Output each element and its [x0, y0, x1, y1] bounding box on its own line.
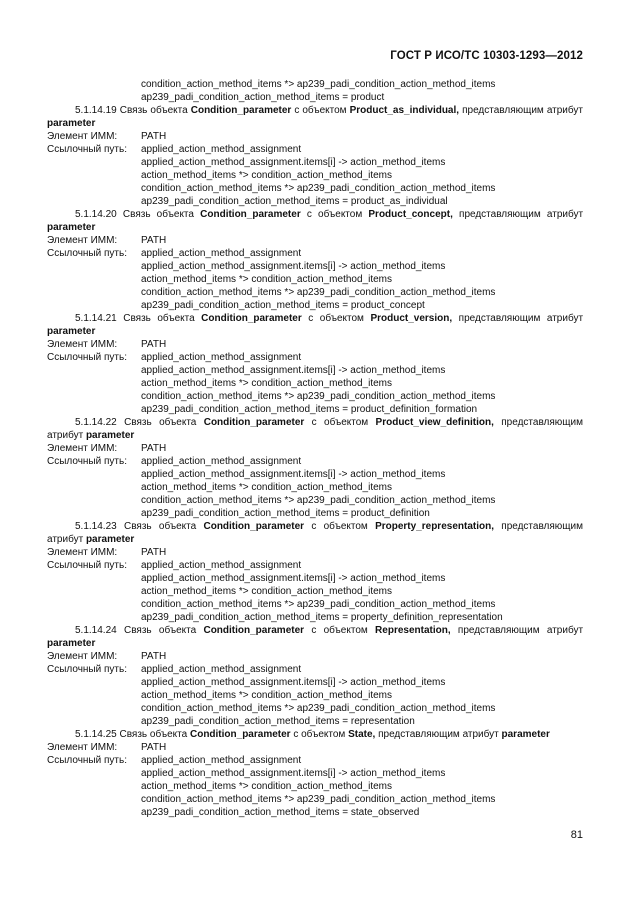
element-value: PATH — [141, 339, 167, 350]
section-heading: 5.1.14.23 Связь объекта Condition_parameter с объектом Property_representation, представляющим атрибут parameter — [47, 521, 583, 545]
reference-path-row — [47, 663, 583, 676]
path-line: ap239_padi_condition_action_method_items = product_definition — [141, 508, 430, 519]
section-number: 5.1.14.22 — [75, 417, 117, 428]
path-line: condition_action_method_items *> ap239_padi_condition_action_method_items — [141, 79, 496, 90]
path-line: condition_action_method_items *> ap239_padi_condition_action_method_items — [141, 183, 496, 194]
path-line: condition_action_method_items *> ap239_padi_condition_action_method_items — [141, 703, 496, 714]
target-entity-name: Property_representation, — [375, 521, 494, 532]
path-line: ap239_padi_condition_action_method_items = property_definition_representation — [141, 612, 503, 623]
entity-name: Condition_parameter — [201, 313, 302, 324]
path-line: condition_action_method_items *> ap239_padi_condition_action_method_items — [141, 391, 496, 402]
attribute-name: parameter — [47, 638, 96, 649]
element-label: Элемент ИММ: — [47, 235, 118, 246]
path-line: ap239_padi_condition_action_method_items = product_concept — [141, 300, 425, 311]
path-line: condition_action_method_items *> ap239_padi_condition_action_method_items — [141, 287, 496, 298]
section-number: 5.1.14.20 — [75, 209, 117, 220]
reference-path-row — [47, 455, 583, 468]
target-entity-name: Product_view_definition, — [375, 417, 494, 428]
element-value: PATH — [141, 443, 167, 454]
document-body — [47, 78, 583, 819]
element-label: Элемент ИММ: — [47, 339, 118, 350]
reference-path-label: Ссылочный путь: — [47, 144, 127, 155]
attribute-name: parameter — [47, 222, 96, 233]
entity-name: Condition_parameter — [203, 417, 305, 428]
path-line: applied_action_method_assignment.items[i] -> action_method_items — [141, 677, 446, 688]
target-entity-name: State, — [348, 729, 376, 740]
section-number: 5.1.14.24 — [75, 625, 117, 636]
path-line: applied_action_method_assignment.items[i] -> action_method_items — [141, 573, 446, 584]
path-line: action_method_items *> condition_action_method_items — [141, 586, 392, 597]
reference-path-row — [47, 754, 583, 767]
attribute-name: parameter — [501, 729, 550, 740]
document-header: ГОСТ Р ИСО/ТС 10303-1293—2012 — [390, 50, 583, 62]
element-row — [47, 546, 583, 559]
path-line: condition_action_method_items *> ap239_padi_condition_action_method_items — [141, 599, 496, 610]
reference-path-label: Ссылочный путь: — [47, 352, 127, 363]
element-row — [47, 650, 583, 663]
path-line: condition_action_method_items *> ap239_padi_condition_action_method_items — [141, 495, 496, 506]
section-heading: 5.1.14.25 Связь объекта Condition_parameter с объектом State, представляющим атрибут parameter — [75, 729, 550, 740]
target-entity-name: Product_as_individual, — [349, 105, 460, 116]
element-value: PATH — [141, 651, 167, 662]
path-line: applied_action_method_assignment.items[i] -> action_method_items — [141, 365, 446, 376]
path-line: ap239_padi_condition_action_method_items = product_definition_formation — [141, 404, 478, 415]
path-line: action_method_items *> condition_action_method_items — [141, 274, 392, 285]
entity-name: Condition_parameter — [189, 729, 291, 740]
attribute-name: parameter — [47, 326, 96, 337]
section-heading: 5.1.14.20 Связь объекта Condition_parameter с объектом Product_concept, представляющим атрибут parameter — [47, 209, 584, 233]
reference-path-label: Ссылочный путь: — [47, 755, 127, 766]
path-line: applied_action_method_assignment — [141, 144, 302, 155]
path-line: action_method_items *> condition_action_method_items — [141, 170, 392, 181]
path-line: applied_action_method_assignment.items[i] -> action_method_items — [141, 157, 446, 168]
reference-path-row — [47, 559, 583, 572]
target-entity-name: Representation, — [375, 625, 451, 636]
element-row — [47, 130, 583, 143]
element-value: PATH — [141, 131, 167, 142]
element-label: Элемент ИММ: — [47, 547, 118, 558]
path-line: ap239_padi_condition_action_method_items = representation — [141, 716, 415, 727]
section-heading: 5.1.14.21 Связь объекта Condition_parameter с объектом Product_version, представляющим атрибут parameter — [47, 313, 584, 337]
path-line: ap239_padi_condition_action_method_items = product_as_individual — [141, 196, 448, 207]
path-line: applied_action_method_assignment.items[i] -> action_method_items — [141, 768, 446, 779]
target-entity-name: Product_version, — [370, 313, 453, 324]
page-number: 81 — [570, 829, 583, 841]
path-line: action_method_items *> condition_action_method_items — [141, 781, 392, 792]
path-line: applied_action_method_assignment — [141, 664, 302, 675]
section-number: 5.1.14.19 — [75, 105, 117, 116]
reference-path-label: Ссылочный путь: — [47, 456, 127, 467]
target-entity-name: Product_concept, — [368, 209, 453, 220]
path-line: applied_action_method_assignment — [141, 456, 302, 467]
attribute-name: parameter — [47, 118, 96, 129]
path-line: applied_action_method_assignment — [141, 248, 302, 259]
section-heading: 5.1.14.22 Связь объекта Condition_parameter с объектом Product_view_definition, представляющим атрибут parameter — [47, 417, 583, 441]
element-label: Элемент ИММ: — [47, 131, 118, 142]
attribute-name: parameter — [85, 430, 135, 441]
path-line: action_method_items *> condition_action_method_items — [141, 690, 392, 701]
element-row — [47, 741, 583, 754]
attribute-name: parameter — [85, 534, 135, 545]
section-heading: 5.1.14.24 Связь объекта Condition_parameter с объектом Representation, представляющим атрибут parameter — [47, 625, 584, 649]
element-label: Элемент ИММ: — [47, 443, 118, 454]
path-line: condition_action_method_items *> ap239_padi_condition_action_method_items — [141, 794, 496, 805]
reference-path-row — [47, 143, 583, 156]
path-line: applied_action_method_assignment — [141, 352, 302, 363]
reference-path-row — [47, 351, 583, 364]
reference-path-label: Ссылочный путь: — [47, 664, 127, 675]
element-value: PATH — [141, 235, 167, 246]
path-line: applied_action_method_assignment — [141, 560, 302, 571]
element-row — [47, 442, 583, 455]
path-line: action_method_items *> condition_action_method_items — [141, 482, 392, 493]
entity-name: Condition_parameter — [203, 625, 305, 636]
section-number: 5.1.14.25 — [75, 729, 117, 740]
path-line: applied_action_method_assignment.items[i] -> action_method_items — [141, 261, 446, 272]
reference-path-label: Ссылочный путь: — [47, 248, 127, 259]
reference-path-row — [47, 247, 583, 260]
entity-name: Condition_parameter — [203, 521, 305, 532]
element-label: Элемент ИММ: — [47, 742, 118, 753]
path-line: ap239_padi_condition_action_method_items = state_observed — [141, 807, 420, 818]
element-value: PATH — [141, 742, 167, 753]
path-line: ap239_padi_condition_action_method_items = product — [141, 92, 385, 103]
section-heading: 5.1.14.19 Связь объекта Condition_parameter с объектом Product_as_individual, представляющим атрибут parameter — [47, 105, 583, 129]
element-row — [47, 234, 583, 247]
section-number: 5.1.14.21 — [75, 313, 117, 324]
path-line: applied_action_method_assignment — [141, 755, 302, 766]
entity-name: Condition_parameter — [200, 209, 301, 220]
section-number: 5.1.14.23 — [75, 521, 117, 532]
entity-name: Condition_parameter — [190, 105, 292, 116]
element-row — [47, 338, 583, 351]
path-line: action_method_items *> condition_action_method_items — [141, 378, 392, 389]
reference-path-label: Ссылочный путь: — [47, 560, 127, 571]
element-value: PATH — [141, 547, 167, 558]
element-label: Элемент ИММ: — [47, 651, 118, 662]
path-line: applied_action_method_assignment.items[i] -> action_method_items — [141, 469, 446, 480]
